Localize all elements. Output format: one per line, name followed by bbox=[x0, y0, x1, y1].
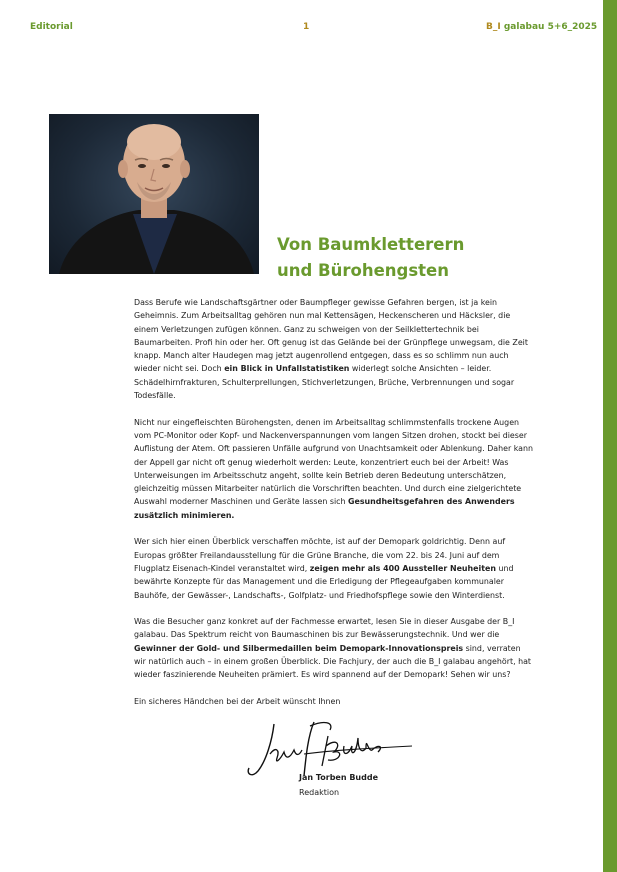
text-run: Wer sich hier einen Überblick verschaffen möchte, ist auf der Demopark goldrichtig. Denn auf Europas größter Freilandausstellung für die Grüne Branche, die vom 22. bis 24. Juni auf dem Flugplatz Eisenach-Kindel veranstaltet wird, bbox=[134, 537, 506, 573]
text-run: und bewährte Konzepte für das Management und die Erledigung der Pflegeaufgaben kommunaler Bauhöfe, der Gewässer-, Landschafts-, Golfplatz- und Friedhofspflege sowie den Winterdienst. bbox=[134, 563, 514, 600]
issue-label: galabau 5+6_2025 bbox=[500, 22, 598, 32]
bold-text-run: zeigen mehr als 400 Aussteller Neuheiten bbox=[309, 563, 496, 573]
section-label: Editorial bbox=[30, 22, 73, 32]
paragraph-2 bbox=[134, 416, 534, 522]
author-photo bbox=[49, 114, 259, 274]
publication-label bbox=[486, 22, 597, 32]
brand-label: B_I bbox=[486, 22, 501, 32]
bold-text-run: Gewinner der Gold- und Silbermedaillen beim Demopark-Innovationspreis bbox=[134, 643, 464, 653]
page-number: 1 bbox=[303, 22, 310, 32]
bold-text-run: ein Blick in Unfallstatistiken bbox=[224, 364, 350, 374]
text-run: widerlegt solche Ansichten – leider. Schädelhirnfrakturen, Schulterprellungen, Stichverletzungen, Brüche, Verbrennungen und sogar Todesfälle. bbox=[134, 364, 515, 401]
text-run: sind, verraten wir natürlich auch – in einem großen Überblick. Die Fachjury, der auch die B_I galabau angehört, hat wieder faszinierende Neuheiten prämiert. Es wird spannend auf der Demopark! Sehen wir uns? bbox=[134, 643, 532, 680]
paragraph-4 bbox=[134, 615, 534, 681]
headline-line-2: und Bürohengsten bbox=[277, 261, 449, 280]
text-run: Was die Besucher ganz konkret auf der Fachmesse erwartet, lesen Sie in dieser Ausgabe der B_I galabau. Das Spektrum reicht von Baumaschinen bis zur Bewässerungstechnik. Und wer die bbox=[134, 617, 515, 640]
closing-line: Ein sicheres Händchen bei der Arbeit wünscht Ihnen bbox=[134, 696, 341, 706]
text-run: Dass Berufe wie Landschaftsgärtner oder Baumpfleger gewisse Gefahren bergen, ist ja kein Geheimnis. Zum Arbeitsalltag gehören nun mal Kettensägen, Heckenscheren und Häcksler, die einem Verletzungen zufügen können. Ganz zu schweigen von der Seilklettertechnik bei Baumarbeiten. Profi hin oder her. Oft genug ist das Gelände bei der Grünpflege unwegsam, die Zeit knapp. Manch alter Haudegen mag jetzt augenrollend entgegen, dass es so schlimm nun auch wieder nicht sei. Doch bbox=[134, 298, 528, 374]
text-run: Nicht nur eingefleischten Bürohengsten, denen im Arbeitsalltag schlimmstenfalls trockene Augen vom PC-Monitor oder Kopf- und Nackenverspannungen vom langen Sitzen drohen, stockt bei dieser Auflistung der Atem. Oft passieren Unfälle aufgrund von Unachtsamkeit oder Ablenkung. Daher kann der Appell gar nicht oft genug wiederholt werden: Leute, konzentriert euch bei der Arbeit! Was Unterweisungen im Arbeitsschutz angeht, sollte kein Betrieb deren Bedeutung unterschätzen, gleichzeitig müssen Mitarbeiter natürlich die Vorschriften beachten. Und durch eine zielgerichtete Auswahl moderner Maschinen und Geräte lassen sich bbox=[134, 417, 533, 507]
headline-line-1: Von Baumkletterern bbox=[277, 235, 465, 254]
side-accent-bar bbox=[603, 0, 617, 872]
author-role: Redaktion bbox=[299, 788, 340, 797]
paragraph-3 bbox=[134, 535, 534, 601]
paragraph-1 bbox=[134, 296, 534, 402]
article-body bbox=[134, 296, 534, 722]
article-headline bbox=[277, 232, 517, 284]
author-name: Jan Torben Budde bbox=[299, 773, 378, 782]
bold-text-run: Gesundheitsgefahren des Anwenders zusätzlich minimieren. bbox=[134, 497, 515, 520]
